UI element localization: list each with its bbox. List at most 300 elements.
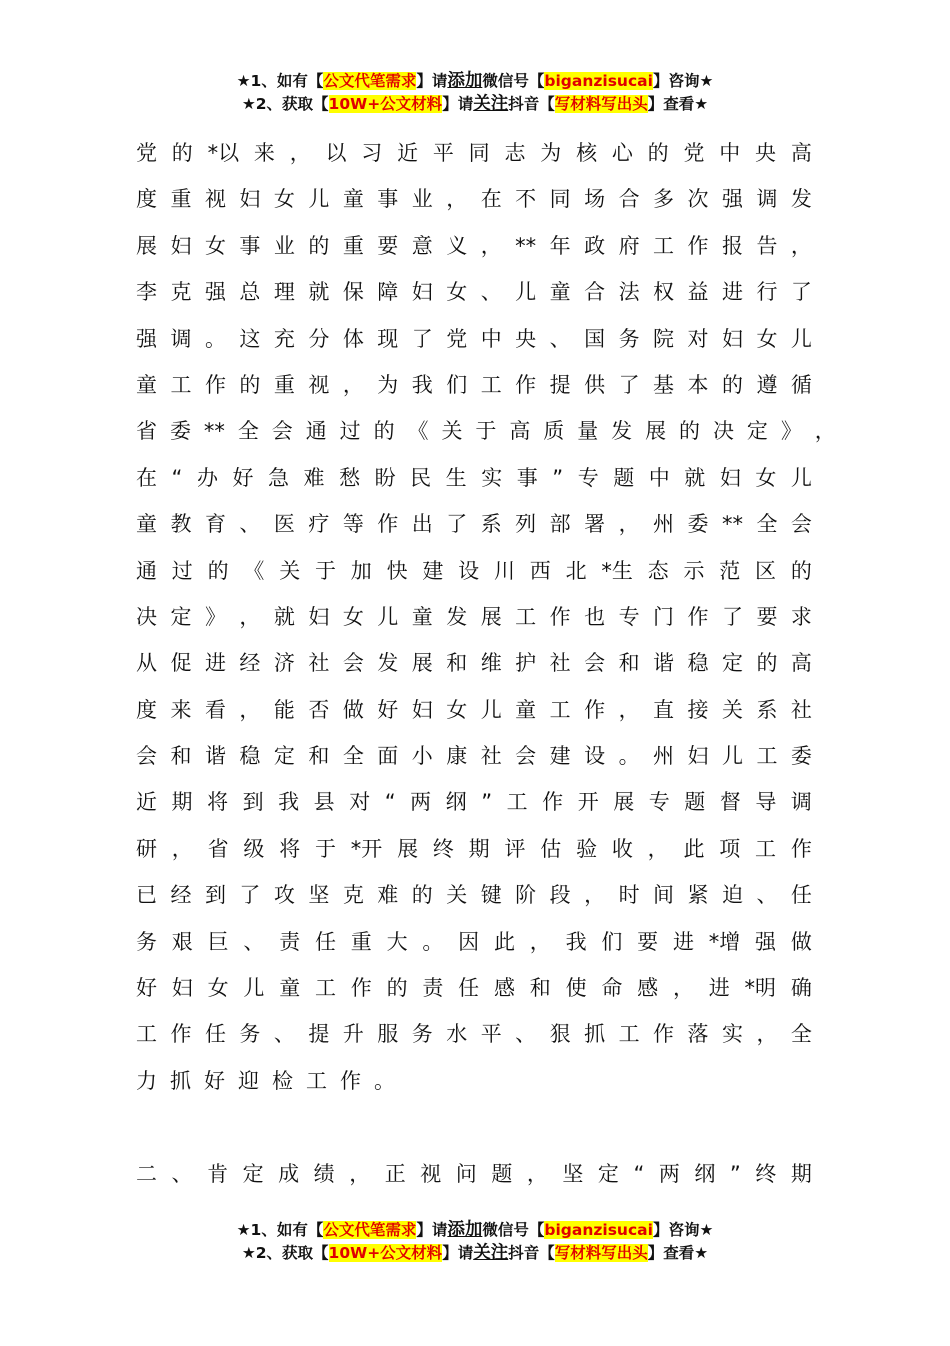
banner-text: 】请 xyxy=(416,1221,448,1239)
char: *增 xyxy=(708,929,741,954)
char: ， xyxy=(790,233,812,258)
char: 妇 xyxy=(687,744,709,769)
char: 设 xyxy=(458,558,480,583)
char: ， xyxy=(618,697,640,722)
char: 已 xyxy=(136,883,157,908)
char: 和 xyxy=(618,651,640,676)
highlight-text: 公文代笔需求 xyxy=(323,72,417,90)
char: 会 xyxy=(515,744,537,769)
char: 意 xyxy=(411,233,433,258)
char: 我 xyxy=(565,929,587,954)
char: 妇 xyxy=(719,465,741,490)
char: 女 xyxy=(755,465,777,490)
char: 定 xyxy=(597,1161,619,1186)
char: 展 xyxy=(645,419,667,444)
char: 作 xyxy=(170,1022,192,1047)
char: 同 xyxy=(549,187,571,212)
char: 次 xyxy=(687,187,709,212)
char: 项 xyxy=(719,836,741,861)
char: 时 xyxy=(618,883,640,908)
char: 要 xyxy=(756,604,778,629)
char: 重 xyxy=(170,187,192,212)
char: 工 xyxy=(506,790,528,815)
highlight-text: biganzisucai xyxy=(544,1221,653,1239)
char: 的 xyxy=(411,883,433,908)
char: 接 xyxy=(687,697,709,722)
char: 委 xyxy=(790,744,812,769)
char: 义 xyxy=(446,233,468,258)
char: 展 xyxy=(411,651,433,676)
char: 童 xyxy=(342,187,364,212)
char: 和 xyxy=(308,744,330,769)
char: 会 xyxy=(271,419,293,444)
char: 两 xyxy=(410,790,432,815)
char: 生 xyxy=(445,465,467,490)
char: 合 xyxy=(618,187,640,212)
char: 儿 xyxy=(308,187,330,212)
char: 们 xyxy=(446,372,468,397)
char: 平 xyxy=(480,1022,502,1047)
char: 务 xyxy=(136,929,157,954)
banner-text: 添加 xyxy=(447,1220,483,1240)
char: 作 xyxy=(515,372,537,397)
char: 总 xyxy=(239,280,261,305)
char: 将 xyxy=(207,790,229,815)
char: 全 xyxy=(237,419,259,444)
char: 我 xyxy=(278,790,300,815)
char: 妇 xyxy=(308,604,330,629)
char: 定 xyxy=(242,1161,264,1186)
char: 对 xyxy=(687,326,709,351)
char: 央 xyxy=(515,326,537,351)
char: 》 xyxy=(204,604,226,629)
char: ** xyxy=(721,512,743,537)
char: 求 xyxy=(790,604,812,629)
char: 事 xyxy=(239,233,261,258)
char: 过 xyxy=(171,558,193,583)
char: 期 xyxy=(790,1161,812,1186)
char: 发 xyxy=(377,651,399,676)
char: 、 xyxy=(756,883,778,908)
char: *开 xyxy=(350,836,383,861)
char: ” xyxy=(552,465,564,490)
char: 提 xyxy=(549,372,571,397)
text-line xyxy=(136,408,836,454)
char: 童 xyxy=(279,976,301,1001)
char: 加 xyxy=(350,558,372,583)
banner-text: 】查看★ xyxy=(647,1244,709,1262)
char: 强 xyxy=(204,280,226,305)
char: 导 xyxy=(755,790,777,815)
char: 列 xyxy=(515,512,537,537)
char: ” xyxy=(729,1161,741,1186)
char: 展 xyxy=(480,604,502,629)
char: 分 xyxy=(308,326,330,351)
char: 们 xyxy=(601,929,623,954)
char: 从 xyxy=(136,651,157,676)
text-line xyxy=(136,594,812,640)
footer-banner-line-1 xyxy=(0,1219,950,1242)
char: 盼 xyxy=(374,465,396,490)
char: 了 xyxy=(446,512,468,537)
char: 女 xyxy=(204,233,226,258)
banner-text: 】咨询★ xyxy=(652,72,714,90)
char: 专 xyxy=(618,604,640,629)
char: 题 xyxy=(613,465,635,490)
char: 的 xyxy=(756,651,778,676)
char: 工 xyxy=(618,1022,640,1047)
banner-text: 】咨询★ xyxy=(652,1221,714,1239)
char: 否 xyxy=(308,697,330,722)
char: 坚 xyxy=(308,883,330,908)
char: 院 xyxy=(653,326,675,351)
char: 看 xyxy=(204,697,226,722)
char: 全 xyxy=(342,744,364,769)
char: 教 xyxy=(170,512,192,537)
char: 来 xyxy=(253,141,275,165)
char: 社 xyxy=(308,651,330,676)
char: 我 xyxy=(411,372,433,397)
banner-text: 】请 xyxy=(442,95,474,113)
char: ， xyxy=(446,187,468,212)
char: 事 xyxy=(377,187,399,212)
char: 量 xyxy=(577,419,599,444)
char: 的 xyxy=(386,976,408,1001)
char: 关 xyxy=(279,558,301,583)
char: 重 xyxy=(273,372,295,397)
char: 的 xyxy=(679,419,700,444)
char: 直 xyxy=(653,697,675,722)
text-line xyxy=(136,362,812,408)
char: 研 xyxy=(136,836,157,861)
char: 部 xyxy=(549,512,571,537)
char: “ xyxy=(633,1161,645,1186)
char: 。 xyxy=(422,929,444,954)
char: 期 xyxy=(171,790,193,815)
char: 、 xyxy=(480,280,502,305)
char: 的 xyxy=(308,233,330,258)
char: 儿 xyxy=(515,280,537,305)
char: 升 xyxy=(342,1022,364,1047)
text-line xyxy=(136,919,812,965)
char: 儿 xyxy=(721,744,743,769)
char: 工 xyxy=(549,697,571,722)
char: 难 xyxy=(377,883,399,908)
char: 稳 xyxy=(239,744,261,769)
char: 、 xyxy=(515,1022,537,1047)
char: 急 xyxy=(268,465,290,490)
char: 工 xyxy=(756,744,778,769)
paragraph-gap xyxy=(136,1104,836,1150)
text-line xyxy=(136,872,812,918)
char: ， xyxy=(756,1022,778,1047)
char: 定 xyxy=(721,651,743,676)
char: ** xyxy=(515,233,537,258)
char: 期 xyxy=(468,836,490,861)
char: 北 xyxy=(565,558,587,583)
char: 循 xyxy=(790,372,812,397)
char: 县 xyxy=(313,790,335,815)
char: 视 xyxy=(204,187,226,212)
char: 济 xyxy=(273,651,295,676)
char: 告 xyxy=(756,233,778,258)
char: 系 xyxy=(480,512,502,537)
text-line xyxy=(136,455,812,501)
char: 成 xyxy=(278,1161,300,1186)
char: 因 xyxy=(458,929,480,954)
char: 现 xyxy=(377,326,399,351)
char: 于 xyxy=(314,558,336,583)
char: 高 xyxy=(790,651,812,676)
char: 两 xyxy=(658,1161,680,1186)
char: 进 xyxy=(708,976,730,1001)
char: 办 xyxy=(196,465,218,490)
char: 正 xyxy=(384,1161,406,1186)
char: 习 xyxy=(361,141,383,165)
char: ， xyxy=(647,836,669,861)
char: 估 xyxy=(540,836,562,861)
char: 工 xyxy=(170,372,192,397)
char: “ xyxy=(384,790,396,815)
char: 建 xyxy=(549,744,571,769)
char: 也 xyxy=(584,604,606,629)
char: 康 xyxy=(446,744,468,769)
char: 州 xyxy=(653,512,675,537)
char: 于 xyxy=(475,419,497,444)
banner-text: 添加 xyxy=(447,71,483,91)
text-line xyxy=(136,965,812,1011)
char: 近 xyxy=(397,141,419,165)
char: 志 xyxy=(504,141,526,165)
char: 作 xyxy=(687,604,709,629)
char: 关 xyxy=(441,419,463,444)
char: 障 xyxy=(377,280,399,305)
char: 女 xyxy=(446,697,468,722)
char: 、 xyxy=(549,326,571,351)
char: 发 xyxy=(790,187,812,212)
char: 业 xyxy=(273,233,295,258)
char: 能 xyxy=(273,697,295,722)
char: 童 xyxy=(549,280,571,305)
banner-text: 抖音【 xyxy=(508,95,555,113)
char: ， xyxy=(171,836,193,861)
char: 国 xyxy=(584,326,606,351)
char: 决 xyxy=(712,419,734,444)
char: 权 xyxy=(653,280,675,305)
char: 系 xyxy=(756,697,778,722)
char: 难 xyxy=(303,465,325,490)
char: 党 xyxy=(136,141,157,165)
char: 责 xyxy=(422,976,444,1001)
char: 对 xyxy=(349,790,371,815)
char: 到 xyxy=(242,790,264,815)
char: ， xyxy=(342,372,364,397)
char: 好 xyxy=(204,1068,225,1093)
char: 童 xyxy=(136,512,157,537)
char: 委 xyxy=(687,512,709,537)
char: 作 xyxy=(790,836,812,861)
char: 度 xyxy=(136,697,157,722)
char: 省 xyxy=(136,419,157,444)
char: 攻 xyxy=(273,883,295,908)
char: ， xyxy=(584,883,606,908)
char: 键 xyxy=(480,883,502,908)
footer-banner xyxy=(0,1219,950,1265)
char: 评 xyxy=(504,836,526,861)
char: 收 xyxy=(611,836,633,861)
char: 平 xyxy=(432,141,454,165)
char: 。 xyxy=(204,326,226,351)
char: 年 xyxy=(549,233,571,258)
char: 作 xyxy=(687,233,709,258)
char: 紧 xyxy=(687,883,709,908)
char: 坚 xyxy=(562,1161,584,1186)
char: 任 xyxy=(204,1022,226,1047)
char: 督 xyxy=(719,790,741,815)
char: 二 xyxy=(136,1161,157,1186)
char: 强 xyxy=(136,326,157,351)
char: 社 xyxy=(549,651,571,676)
char: 妇 xyxy=(171,976,193,1001)
text-line xyxy=(136,1011,812,1057)
char: 工 xyxy=(306,1068,327,1093)
char: 了 xyxy=(239,883,261,908)
char: 在 xyxy=(136,465,157,490)
footer-banner-line-2 xyxy=(0,1242,950,1265)
char: 调 xyxy=(170,326,192,351)
char: 《 xyxy=(243,558,265,583)
char: 通 xyxy=(305,419,327,444)
char: 重 xyxy=(350,929,372,954)
char: 重 xyxy=(342,233,364,258)
char: 署 xyxy=(584,512,606,537)
char: 近 xyxy=(136,790,157,815)
char: 为 xyxy=(377,372,399,397)
char: 感 xyxy=(637,976,659,1001)
char: 妇 xyxy=(411,280,433,305)
char: *生 xyxy=(601,558,633,583)
char: 法 xyxy=(618,280,640,305)
char: 狠 xyxy=(549,1022,571,1047)
char: 巨 xyxy=(207,929,229,954)
char: 委 xyxy=(169,419,191,444)
char: 政 xyxy=(584,233,606,258)
text-line xyxy=(136,269,812,315)
char: ， xyxy=(480,233,502,258)
char: 面 xyxy=(377,744,399,769)
char: ** xyxy=(203,419,225,444)
section-heading xyxy=(136,1151,812,1197)
char: 作 xyxy=(542,790,564,815)
char: 的 xyxy=(790,558,812,583)
char: 作 xyxy=(584,697,606,722)
char: 工 xyxy=(515,604,537,629)
char: *以 xyxy=(207,141,240,165)
char: 强 xyxy=(755,929,777,954)
char: ， xyxy=(239,604,261,629)
banner-text: 】请 xyxy=(416,72,448,90)
char: 益 xyxy=(687,280,709,305)
char: ， xyxy=(349,1161,371,1186)
char: 儿 xyxy=(377,604,399,629)
char: 和 xyxy=(529,976,551,1001)
char: 儿 xyxy=(243,976,265,1001)
char: 命 xyxy=(601,976,623,1001)
char: 本 xyxy=(687,372,709,397)
char: 发 xyxy=(446,604,468,629)
char: 保 xyxy=(342,280,364,305)
char: 任 xyxy=(790,883,812,908)
char: 基 xyxy=(653,372,675,397)
char: 定 xyxy=(746,419,768,444)
char: 范 xyxy=(719,558,741,583)
char: 段 xyxy=(549,883,571,908)
char: 事 xyxy=(516,465,538,490)
char: 要 xyxy=(377,233,399,258)
char: 李 xyxy=(136,280,157,305)
char: 题 xyxy=(684,790,706,815)
banner-text: ★2、获取【 xyxy=(241,95,329,113)
char: 、 xyxy=(239,512,261,537)
char: 童 xyxy=(411,604,433,629)
char: 阶 xyxy=(515,883,537,908)
char: 好 xyxy=(377,697,399,722)
char: 力 xyxy=(136,1068,157,1093)
char: 医 xyxy=(273,512,295,537)
char: 要 xyxy=(637,929,659,954)
char: 供 xyxy=(584,372,606,397)
char: 谐 xyxy=(204,744,226,769)
char: 妇 xyxy=(170,233,192,258)
char: 门 xyxy=(653,604,675,629)
char: 儿 xyxy=(480,697,502,722)
char: 行 xyxy=(756,280,778,305)
char: 业 xyxy=(411,187,433,212)
char: 小 xyxy=(411,744,433,769)
char: 的 xyxy=(373,419,395,444)
char: 、 xyxy=(273,1022,295,1047)
char: ， xyxy=(672,976,694,1001)
char: 民 xyxy=(410,465,432,490)
char: “ xyxy=(171,465,183,490)
highlight-text: 写材料写出头 xyxy=(554,95,648,113)
char: 作 xyxy=(377,512,399,537)
char: 作 xyxy=(653,1022,675,1047)
char: 到 xyxy=(204,883,226,908)
char: 了 xyxy=(618,372,640,397)
char: 作 xyxy=(340,1068,361,1093)
char: 定 xyxy=(170,604,192,629)
char: 工 xyxy=(480,372,502,397)
char: 这 xyxy=(239,326,261,351)
char: 川 xyxy=(493,558,515,583)
char: 中 xyxy=(480,326,502,351)
char: 女 xyxy=(342,604,364,629)
text-line xyxy=(136,779,812,825)
char: 专 xyxy=(577,465,599,490)
char: 妇 xyxy=(239,187,261,212)
char: 问 xyxy=(455,1161,477,1186)
char: 调 xyxy=(790,790,812,815)
char: 展 xyxy=(397,836,419,861)
char: 的 xyxy=(721,372,743,397)
char: ， xyxy=(239,697,261,722)
char: 过 xyxy=(339,419,361,444)
text-line xyxy=(136,223,812,269)
char: 务 xyxy=(618,326,640,351)
char: 女 xyxy=(756,326,778,351)
char: 中 xyxy=(648,465,670,490)
